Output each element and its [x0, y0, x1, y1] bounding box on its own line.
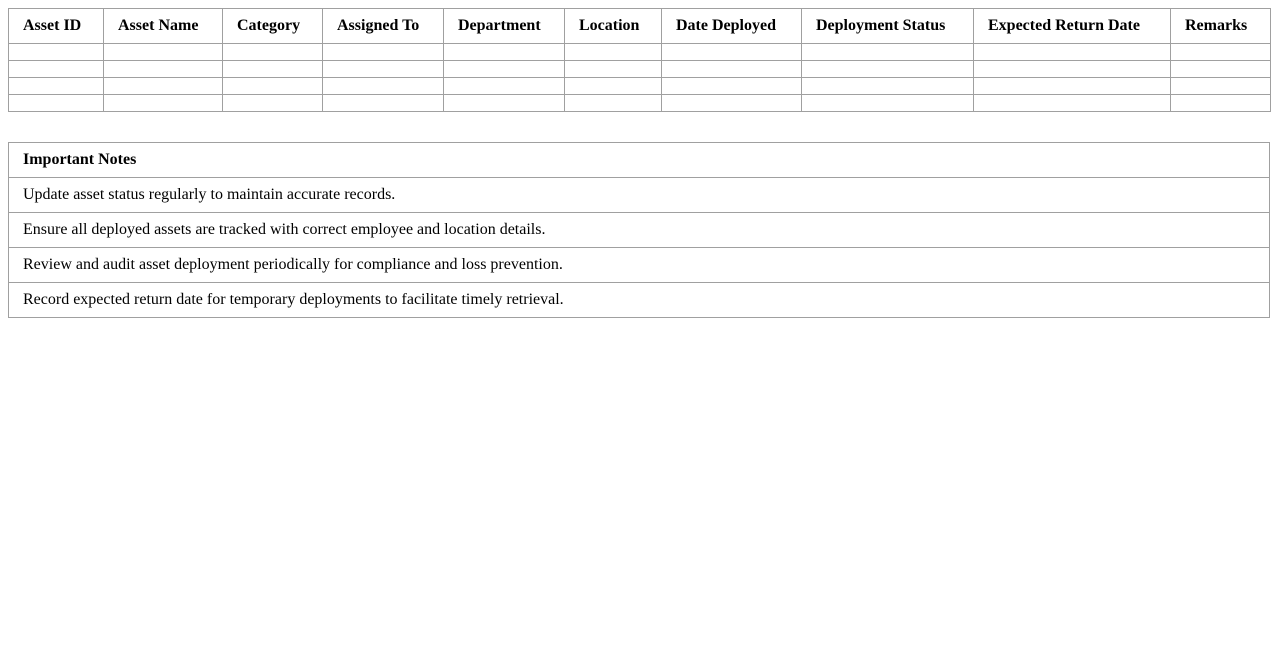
column-header-expected-return-date: Expected Return Date: [974, 9, 1171, 44]
table-cell[interactable]: [974, 44, 1171, 61]
table-cell[interactable]: [323, 61, 444, 78]
table-cell[interactable]: [802, 44, 974, 61]
table-cell[interactable]: [974, 95, 1171, 112]
table-row: [9, 78, 1271, 95]
table-cell[interactable]: [323, 44, 444, 61]
table-cell[interactable]: [1171, 78, 1271, 95]
table-cell[interactable]: [974, 61, 1171, 78]
document-body: [8, 8, 1270, 318]
table-cell[interactable]: [9, 44, 104, 61]
table-cell[interactable]: [104, 61, 223, 78]
column-header-deployment-status: Deployment Status: [802, 9, 974, 44]
note-text: Review and audit asset deployment periodically for compliance and loss prevention.: [9, 248, 1270, 283]
table-cell[interactable]: [223, 78, 323, 95]
table-cell[interactable]: [444, 95, 565, 112]
table-cell[interactable]: [565, 78, 662, 95]
important-notes-table: [8, 142, 1270, 318]
table-cell[interactable]: [9, 78, 104, 95]
table-cell[interactable]: [223, 61, 323, 78]
table-cell[interactable]: [1171, 95, 1271, 112]
column-header-department: Department: [444, 9, 565, 44]
table-cell[interactable]: [1171, 44, 1271, 61]
column-header-category: Category: [223, 9, 323, 44]
table-row: [9, 44, 1271, 61]
table-cell[interactable]: [802, 61, 974, 78]
table-cell[interactable]: [444, 44, 565, 61]
table-cell[interactable]: [323, 95, 444, 112]
asset-table-body: [9, 44, 1271, 112]
note-text: Ensure all deployed assets are tracked with correct employee and location details.: [9, 213, 1270, 248]
table-cell[interactable]: [9, 95, 104, 112]
column-header-assigned-to: Assigned To: [323, 9, 444, 44]
notes-heading: Important Notes: [9, 143, 1270, 178]
table-cell[interactable]: [104, 78, 223, 95]
note-row: [9, 178, 1270, 213]
notes-header-row: [9, 143, 1270, 178]
table-row: [9, 61, 1271, 78]
column-header-date-deployed: Date Deployed: [662, 9, 802, 44]
table-cell[interactable]: [662, 61, 802, 78]
table-cell[interactable]: [662, 78, 802, 95]
asset-deployment-table: [8, 8, 1271, 112]
table-cell[interactable]: [565, 44, 662, 61]
table-cell[interactable]: [802, 95, 974, 112]
table-cell[interactable]: [9, 61, 104, 78]
table-cell[interactable]: [662, 95, 802, 112]
table-row: [9, 95, 1271, 112]
table-cell[interactable]: [974, 78, 1171, 95]
table-cell[interactable]: [662, 44, 802, 61]
table-cell[interactable]: [444, 61, 565, 78]
table-cell[interactable]: [802, 78, 974, 95]
table-cell[interactable]: [444, 78, 565, 95]
table-cell[interactable]: [223, 44, 323, 61]
note-row: [9, 283, 1270, 318]
table-cell[interactable]: [565, 61, 662, 78]
table-cell[interactable]: [323, 78, 444, 95]
column-header-remarks: Remarks: [1171, 9, 1271, 44]
note-row: [9, 213, 1270, 248]
table-header-row: [9, 9, 1271, 44]
table-cell[interactable]: [104, 44, 223, 61]
table-cell[interactable]: [565, 95, 662, 112]
table-cell[interactable]: [1171, 61, 1271, 78]
column-header-asset-id: Asset ID: [9, 9, 104, 44]
note-row: [9, 248, 1270, 283]
column-header-location: Location: [565, 9, 662, 44]
note-text: Record expected return date for temporary deployments to facilitate timely retrieval.: [9, 283, 1270, 318]
note-text: Update asset status regularly to maintain accurate records.: [9, 178, 1270, 213]
table-cell[interactable]: [223, 95, 323, 112]
column-header-asset-name: Asset Name: [104, 9, 223, 44]
table-cell[interactable]: [104, 95, 223, 112]
